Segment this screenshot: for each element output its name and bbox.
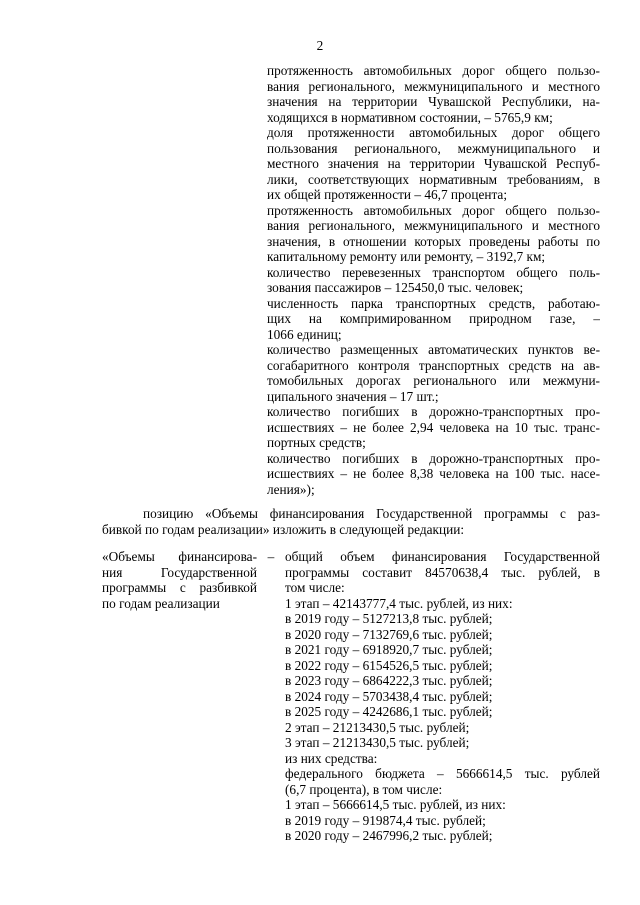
text-line: в 2019 году – 919874,4 тыс. рублей; xyxy=(285,812,486,828)
text-line: протяженность автомобильных дорог общего пользо- xyxy=(267,63,600,78)
text-line: в 2020 году – 2467996,2 тыс. рублей; xyxy=(285,828,493,843)
text-line: портных средств; xyxy=(267,435,366,450)
text-line: протяженность автомобильных дорог общего пользо- xyxy=(267,202,600,218)
text-line: 3 этап – 21213430,5 тыс. рублей; xyxy=(285,735,470,750)
text-line: по годам реализации xyxy=(102,595,220,611)
text-line: в 2025 году – 4242686,1 тыс. рублей; xyxy=(285,704,493,719)
financing-table-values xyxy=(285,549,600,844)
text-line: ления»); xyxy=(267,481,315,497)
page-number: 2 xyxy=(316,38,324,53)
text-line: (6,7 процента), в том числе: xyxy=(285,781,443,797)
text-line: вания регионального, межмуниципального и местного xyxy=(267,218,600,233)
text-line: зования пассажиров – 125450,0 тыс. человек; xyxy=(267,280,524,295)
text-line: 1066 единиц; xyxy=(267,326,342,342)
text-line: общий объем финансирования Государственной xyxy=(285,549,600,564)
text-line: ходящихся в нормативном состоянии, – 5765,9 км; xyxy=(267,109,553,125)
text-line: количество перевезенных транспортом общего поль- xyxy=(267,264,600,280)
text-line: в 2020 году – 7132769,6 тыс. рублей; xyxy=(285,626,493,642)
text-line: в 2021 году – 6918920,7 тыс. рублей; xyxy=(285,642,493,657)
text-line: ния Государственной xyxy=(102,564,257,580)
text-line: программы составит 84570638,4 тыс. рублей, в xyxy=(285,564,600,580)
text-line: в 2023 году – 6864222,3 тыс. рублей; xyxy=(285,673,493,688)
text-line: бивкой по годам реализации» изложить в следующей редакции: xyxy=(102,521,465,537)
intro-paragraph xyxy=(102,506,600,537)
text-line: пользования регионального, межмуниципального и xyxy=(267,140,600,156)
text-line: том числе: xyxy=(285,580,345,595)
text-line: 2 этап – 21213430,5 тыс. рублей; xyxy=(285,719,470,735)
text-line: их общей протяженности – 46,7 процента; xyxy=(267,187,508,202)
text-line: в 2019 году – 5127213,8 тыс. рублей; xyxy=(285,611,493,626)
text-line: значения, в отношении которых проведены работы по xyxy=(267,233,600,249)
financing-table-label xyxy=(102,549,257,611)
text-line: количество погибших в дорожно-транспортных про- xyxy=(267,404,600,419)
text-line: федерального бюджета – 5666614,5 тыс. рублей xyxy=(285,766,600,781)
financing-table-dash: – xyxy=(267,549,275,564)
text-line: исшествиях – не более 2,94 человека на 10 тыс. транс- xyxy=(267,419,600,435)
text-line: томобильных дорогах регионального или межмуни- xyxy=(267,373,600,388)
text-line: лики, соответствующих нормативным требованиям, в xyxy=(267,171,600,187)
text-line: доля протяженности автомобильных дорог общего xyxy=(267,125,600,140)
text-line: местного значения на территории Чувашской Респуб- xyxy=(267,156,600,171)
text-line: исшествиях – не более 8,38 человека на 100 тыс. насе- xyxy=(267,466,600,481)
text-line: «Объемы финансирова- xyxy=(102,549,257,564)
text-line: 1 этап – 42143777,4 тыс. рублей, из них: xyxy=(285,595,513,611)
text-line: количество размещенных автоматических пунктов ве- xyxy=(267,342,600,357)
text-line: численность парка транспортных средств, работаю- xyxy=(267,295,600,311)
text-line: вания регионального, межмуниципального и местного xyxy=(267,78,600,94)
text-line: щих на компримированном природном газе, – xyxy=(267,311,600,326)
indicators-column xyxy=(267,63,600,497)
text-line: 1 этап – 5666614,5 тыс. рублей, из них: xyxy=(285,797,506,812)
text-line: ципального значения – 17 шт.; xyxy=(267,388,439,404)
text-line: капитальному ремонту или ремонту, – 3192,7 км; xyxy=(267,249,546,264)
text-line: позицию «Объемы финансирования Государственной программы с раз- xyxy=(143,506,600,521)
text-line: согабаритного контроля транспортных средств на ав- xyxy=(267,357,600,373)
text-line: значения на территории Чувашской Республики, на- xyxy=(267,94,600,109)
text-line: в 2024 году – 5703438,4 тыс. рублей; xyxy=(285,688,493,704)
text-line: программы с разбивкой xyxy=(102,580,257,595)
text-line: в 2022 году – 6154526,5 тыс. рублей; xyxy=(285,657,493,673)
financing-table xyxy=(102,549,600,849)
text-line: из них средства: xyxy=(285,750,378,766)
text-line: количество погибших в дорожно-транспортных про- xyxy=(267,450,600,466)
